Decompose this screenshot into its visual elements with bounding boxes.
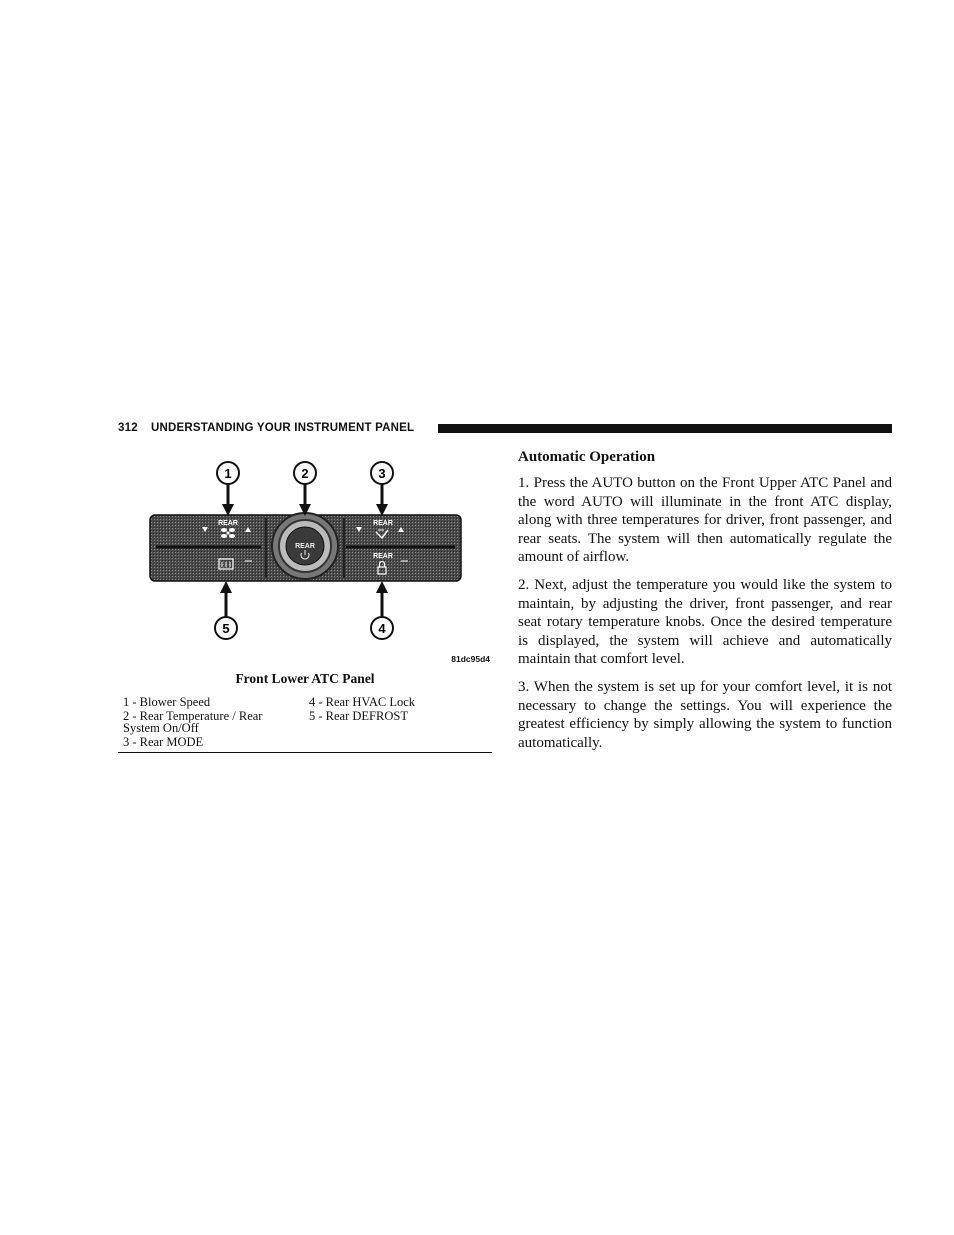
svg-text:4: 4 [378, 621, 386, 636]
header-rule [438, 424, 892, 433]
atc-panel-figure [118, 450, 492, 670]
knob-rear-label: REAR [295, 543, 315, 550]
callout-3 [371, 462, 393, 516]
callout-4 [371, 581, 393, 639]
figure-code: 81dc95d4 [451, 654, 490, 664]
legend-item: 3 - Rear MODE [123, 735, 204, 749]
callout-5 [215, 581, 237, 639]
section-title: UNDERSTANDING YOUR INSTRUMENT PANEL [151, 422, 415, 434]
legend-item: 4 - Rear HVAC Lock [309, 695, 415, 709]
paragraph: 1. Press the AUTO button on the Front Upper ATC Panel and the word AUTO will illuminate in the front ATC display, along with three temperatures for driver, front passenger, and rear seats. The system will then automatically regulate the amount of airflow. [518, 475, 892, 566]
legend-item: 5 - Rear DEFROST [309, 709, 408, 723]
callout-2 [294, 462, 316, 516]
page-header [118, 420, 892, 436]
subsection-heading: Automatic Operation [518, 449, 656, 465]
svg-text:1: 1 [224, 466, 232, 481]
svg-text:3: 3 [378, 466, 386, 481]
page-number: 312 [118, 422, 138, 434]
legend-item: 2 - Rear Temperature / Rear [123, 709, 263, 723]
svg-text:5: 5 [222, 621, 230, 636]
mode-rear-label: REAR [373, 520, 393, 527]
figure-legend [118, 694, 492, 753]
paragraph: 3. When the system is set up for your comfort level, it is not necessary to change the settings. You will experience the greatest efficiency by simply allowing the system to function automatically. [518, 678, 892, 751]
automatic-operation-section [518, 449, 892, 761]
legend-item: 1 - Blower Speed [123, 695, 211, 709]
svg-text:2: 2 [301, 466, 309, 481]
figure-caption: Front Lower ATC Panel [235, 671, 375, 686]
blower-rear-label: REAR [218, 520, 238, 527]
atc-panel-illustration [118, 450, 492, 670]
callout-1 [217, 462, 239, 516]
legend-item: System On/Off [123, 721, 199, 735]
lock-rear-label: REAR [373, 553, 393, 560]
paragraph: 2. Next, adjust the temperature you would like the system to maintain, by adjusting the driver, front passenger, and rear seat rotary temperature knobs. Once the desired temperature is displayed, the system will achieve and automatically maintain that comfort level. [518, 576, 892, 668]
